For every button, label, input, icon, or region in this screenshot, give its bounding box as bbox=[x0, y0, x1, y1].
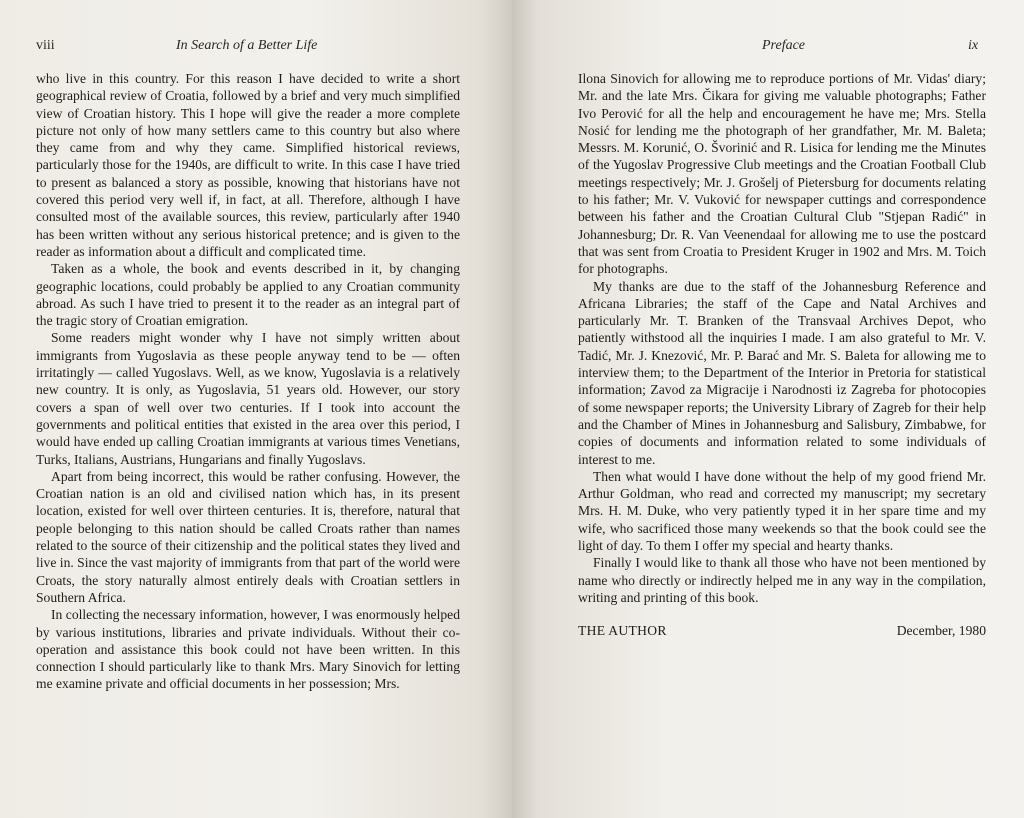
paragraph: Some readers might wonder why I have not simply written about immigrants from Yugoslavia as these people anyway tend to be — often irritatingly — called Yugoslavs. Well, as we know, Yugoslavia is a relatively new country. It is only, as Yugoslavia, 51 years old. However, our story covers a span of well over two centuries. If I took into account the governments and political entities that existed in the area over this period, I would have ended up calling Croatian immigrants at various times Venetians, Turks, Italians, Austrians, Hungarians and finally Yugoslavs. bbox=[36, 330, 460, 467]
left-running-head: In Search of a Better Life bbox=[176, 38, 318, 53]
paragraph: My thanks are due to the staff of the Johannesburg Reference and Africana Libraries; the staff of the Cape and Natal Archives and particularly Mr. T. Branken of the Transvaal Archives Depot, who patiently withstood all the inquiries I made. I am also grateful to Mr. V. Tadić, Mr. J. Knezović, Mr. P. Barać and Mr. S. Baleta for allowing me to interview them; to the Department of the Interior in Pretoria for statistical information; Zavod za Migracije i Narodnosti iz Zagreba for photocopies of some newspaper reports; the University Library of Zagreb for their help and the Chamber of Mines in Johannesburg and Salisbury, Zimbabwe, for copies of documents and information related to some individuals of interest to me. bbox=[578, 278, 986, 467]
preface-date: December, 1980 bbox=[896, 623, 986, 639]
right-body-text bbox=[578, 70, 986, 640]
right-running-head: Preface bbox=[762, 38, 806, 53]
left-page-number: viii bbox=[36, 38, 55, 53]
author-signature: THE AUTHOR bbox=[578, 623, 667, 639]
paragraph: In collecting the necessary information, however, I was enormously helped by various institutions, libraries and private individuals. Without their co-operation and assistance this book could not have been written. In this connection I should particularly like to thank Mrs. Mary Sinovich for letting me examine private and official documents in her possession; Mrs. bbox=[36, 607, 460, 692]
right-page bbox=[512, 0, 1024, 818]
paragraph: Taken as a whole, the book and events described in it, by changing geographic locations, could probably be applied to any Croatian community abroad. As such I have tried to present it to the reader as an integral part of the tragic story of Croatian emigration. bbox=[36, 261, 460, 329]
right-page-number: ix bbox=[968, 38, 979, 53]
paragraph: who live in this country. For this reason I have decided to write a short geographical review of Croatia, followed by a brief and very much simplified view of Croatian history. This I hope will give the reader a more complete picture not only of how many settlers came to this country but also where they came from and why they came. Simplified historical reviews, particularly those for the 1940s, are difficult to write. In this case I have tried to present as balanced a story as possible, knowing that historians have not covered this period very well if, in fact, at all. Therefore, although I have consulted most of the available sources, this review, particularly after 1940 has been written without any serious historical pretence; and is given to the reader as information about a difficult and complicated time. bbox=[36, 71, 460, 259]
paragraph: Finally I would like to thank all those who have not been mentioned by name who directly or indirectly helped me in any way in the compilation, writing and printing of this book. bbox=[578, 555, 986, 605]
paragraph: Ilona Sinovich for allowing me to reproduce portions of Mr. Vidas' diary; Mr. and the late Mrs. Čikara for giving me valuable photographs; Father Ivo Perović for all the help and encouragement he have me; Mrs. Stella Nosić for lending me the photograph of her grandfather, Mr. M. Baleta; Messrs. M. Korunić, O. Švorinić and R. Lisica for lending me the Minutes of the Yugoslav Progressive Club meetings and the Croatian Football Club meetings respectively; Mr. J. Grošelj of Pietersburg for documents relating to his father; Mr. V. Vuković for newspaper cuttings and correspondence between his father and the Croatian Cultural Club "Stjepan Radić" in Johannesburg; Dr. R. Van Veenendaal for allowing me to use the postcard that was sent from Croatia to President Kruger in 1902 and Mrs. M. Toich for photographs. bbox=[578, 71, 986, 277]
signature-row bbox=[578, 622, 986, 639]
paragraph: Then what would I have done without the help of my good friend Mr. Arthur Goldman, who read and corrected my manuscript; my secretary Mrs. H. M. Duke, who very patiently typed it in her spare time and my wife, who sacrificed those many weekends so that the book could see the light of day. To them I offer my special and hearty thanks. bbox=[578, 468, 986, 554]
left-body-text bbox=[36, 70, 460, 693]
paragraph: Apart from being incorrect, this would be rather confusing. However, the Croatian nation is an old and civilised nation which has, in its present location, existed for well over thirteen centuries. It is, therefore, natural that people belonging to this nation should be called Croats rather than names related to the source of their citizenship and the political states they lived and live in. Since the vast majority of immigrants from that part of the world were Croats, the story naturally almost entirely deals with Croatian settlers in Southern Africa. bbox=[36, 468, 460, 605]
